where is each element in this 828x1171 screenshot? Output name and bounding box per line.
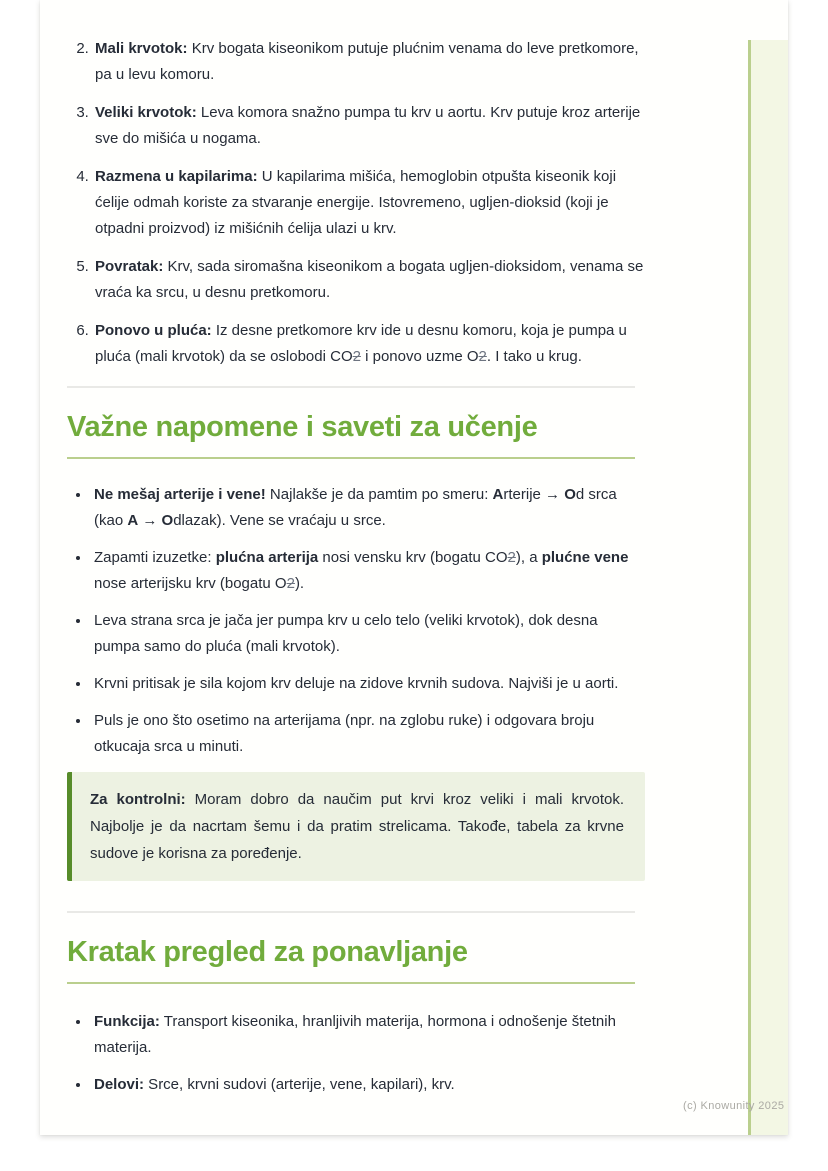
section-divider xyxy=(67,386,635,388)
list-item xyxy=(91,607,645,660)
bold-text: Mali krvotok: xyxy=(95,40,188,57)
text-run: Zapamti izuzetke: xyxy=(94,549,216,566)
bold-text: O xyxy=(161,512,174,529)
text-run: i ponovo uzme O xyxy=(360,348,479,365)
bold-text: Za kontrolni: xyxy=(90,791,186,808)
list-item xyxy=(91,481,645,534)
struck-subscript: 2 xyxy=(507,549,516,566)
review-bullet-list xyxy=(67,1008,645,1098)
text-run: Transport kiseonika, hranljivih materija, hormona i odnošenje štetnih materija. xyxy=(94,1013,616,1056)
bold-text: Delovi: xyxy=(94,1076,145,1093)
struck-subscript: 2 xyxy=(286,575,295,592)
section-heading-notes: Važne napomene i saveti za učenje xyxy=(67,410,635,459)
page-edge-strip xyxy=(748,40,788,1135)
list-item xyxy=(93,36,645,88)
text-run: nose arterijsku krv (bogatu O xyxy=(94,575,287,592)
text-run: ), a xyxy=(515,549,542,566)
bold-text: A xyxy=(127,512,139,529)
text-run: nosi vensku krv (bogatu CO xyxy=(318,549,508,566)
text-run: d srca (kao xyxy=(94,486,617,529)
list-item xyxy=(91,670,645,697)
struck-subscript: 2 xyxy=(478,348,487,365)
text-run: Krv, sada siromašna kiseonikom a bogata ugljen-dioksidom, venama se vraća ka srcu, u desnu pretkomoru. xyxy=(95,258,644,301)
note-page xyxy=(40,0,788,1135)
text-run: U kapilarima mišića, hemoglobin otpušta kiseonik koji ćelije odmah koriste za stvaranje energije. Istovremeno, ugljen-dioksid (koji je otpadni proizvod) iz mišićnih ćelija ulazi u krv. xyxy=(95,168,617,237)
study-callout xyxy=(67,772,645,881)
text-run: Leva strana srca je jača jer pumpa krv u celo telo (veliki krvotok), dok desna pumpa samo do pluća (mali krvotok). xyxy=(94,612,598,655)
struck-subscript: 2 xyxy=(352,348,361,365)
text-run: Moram dobro da naučim put krvi kroz veliki i mali krvotok. Najbolje je da nacrtam šemu i da pratim strelicama. Takođe, tabela za krvne sudove je korisna za poređenje. xyxy=(90,791,625,862)
bold-text: Ne mešaj arterije i vene! xyxy=(94,486,266,503)
bold-text: plućne vene xyxy=(541,549,629,566)
list-item xyxy=(91,707,645,760)
text-run: Krvni pritisak je sila kojom krv deluje na zidove krvnih sudova. Najviši je u aorti. xyxy=(94,675,619,692)
section-heading-review: Kratak pregled za ponavljanje xyxy=(67,935,635,984)
bold-text: plućna arterija xyxy=(215,549,319,566)
bold-text: Ponovo u pluća: xyxy=(95,322,212,339)
list-item xyxy=(91,1071,645,1098)
text-run: rterije → xyxy=(503,486,565,503)
bold-text: Povratak: xyxy=(95,258,164,275)
text-run: → xyxy=(138,512,162,529)
list-item xyxy=(91,1008,645,1061)
note-content xyxy=(67,0,645,1098)
text-run: dlazak). Vene se vraćaju u srce. xyxy=(173,512,386,529)
list-item xyxy=(93,100,645,152)
text-run: Najlakše je da pamtim po smeru: xyxy=(265,486,493,503)
text-run: Iz desne pretkomore krv ide u desnu komoru, koja je pumpa u pluća (mali krvotok) da se oslobodi CO xyxy=(95,322,627,365)
bold-text: O xyxy=(564,486,576,503)
watermark: (c) Knowunity 2025 xyxy=(683,1100,785,1112)
list-item xyxy=(93,164,645,242)
text-run: Krv bogata kiseonikom putuje plućnim venama do leve pretkomore, pa u levu komoru. xyxy=(95,40,639,83)
list-item xyxy=(91,544,645,597)
bold-text: Veliki krvotok: xyxy=(95,104,197,121)
notes-bullet-list xyxy=(67,481,645,760)
text-run: Srce, krvni sudovi (arterije, vene, kapilari), krv. xyxy=(144,1076,455,1093)
text-run: Leva komora snažno pumpa tu krv u aortu. Krv putuje kroz arterije sve do mišića u nogama. xyxy=(95,104,641,147)
text-run: Puls je ono što osetimo na arterijama (npr. na zglobu ruke) i odgovara broju otkucaja srca u minuti. xyxy=(94,712,595,755)
bold-text: Funkcija: xyxy=(94,1013,160,1030)
text-run: . I tako u krug. xyxy=(486,348,582,365)
text-run: ). xyxy=(294,575,305,592)
callout-text xyxy=(90,791,624,862)
list-item xyxy=(93,254,645,306)
circulation-steps-list xyxy=(67,36,645,370)
list-item xyxy=(93,318,645,370)
bold-text: A xyxy=(492,486,504,503)
section-divider xyxy=(67,911,635,913)
bold-text: Razmena u kapilarima: xyxy=(95,168,258,185)
